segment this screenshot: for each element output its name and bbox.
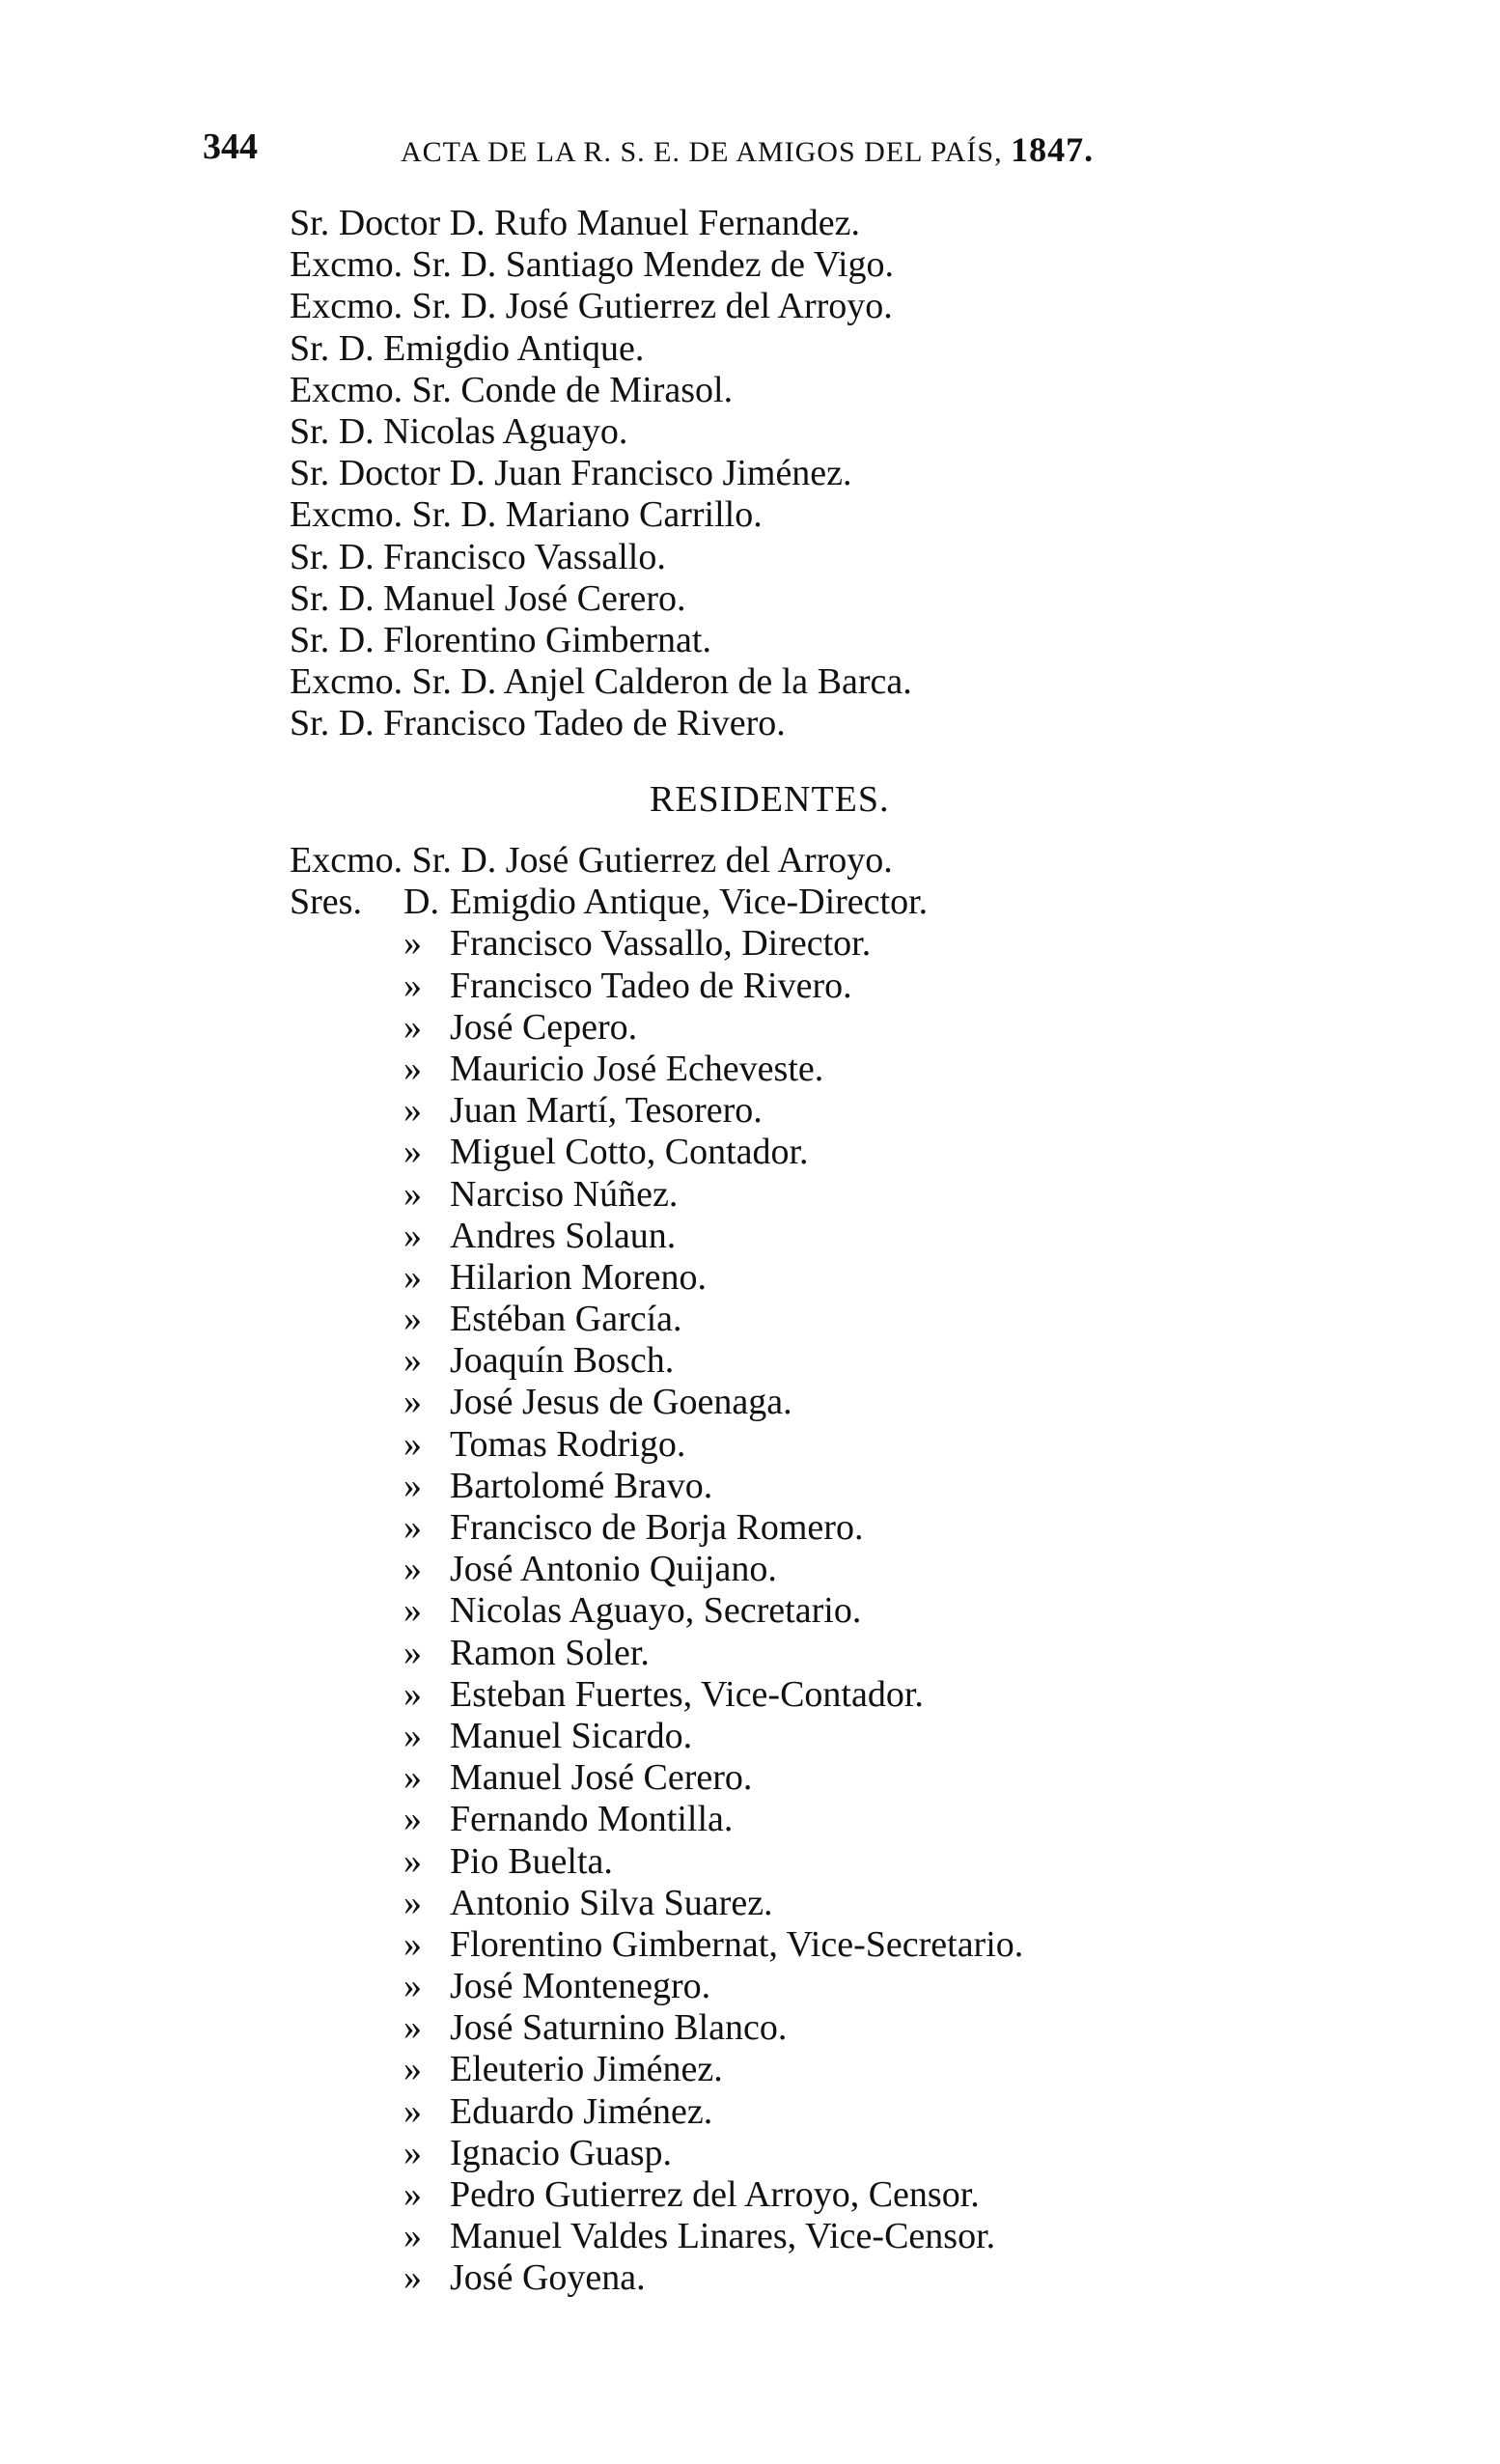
member-name: José Goyena. [450,2257,646,2299]
member-name: Pio Buelta. [450,1840,613,1882]
list-item [290,1257,1255,1299]
ditto-mark: » [403,923,422,965]
members-container [290,923,1255,2299]
member-name: Miguel Cotto, Contador. [450,1132,809,1173]
ditto-mark: » [403,1715,422,1756]
list-item: Excmo. Sr. D. José Gutierrez del Arroyo. [290,286,893,327]
list-item [290,2257,1255,2299]
member-name: Florentino Gimbernat, Vice-Secretario. [450,1923,1024,1965]
member-name: Antonio Silva Suarez. [450,1882,773,1923]
list-item [290,1549,1255,1590]
ditto-mark: » [403,2216,422,2257]
member-name: Esteban Fuertes, Vice-Contador. [450,1673,924,1715]
ditto-mark: » [403,2090,422,2132]
ditto-mark: » [403,1340,422,1382]
list-item [290,2133,1255,2174]
member-name: Andres Solaun. [450,1215,677,1256]
ditto-mark: » [403,965,422,1006]
ditto-mark: » [403,1673,422,1715]
list-item: Sr. D. Francisco Tadeo de Rivero. [290,703,786,744]
list-item [290,1132,1255,1173]
member-name: José Saturnino Blanco. [450,2007,788,2049]
member-name: Joaquín Bosch. [450,1340,675,1382]
list-item [290,1841,1255,1883]
list-item [290,1633,1255,1674]
member-name: Fernando Montilla. [450,1799,734,1840]
member-name: Hilarion Moreno. [450,1256,707,1298]
member-name: Emigdio Antique, Vice-Director. [450,882,929,923]
member-name: Francisco de Borja Romero. [450,1507,864,1548]
ditto-mark: » [403,1590,422,1632]
member-name: Francisco Vassallo, Director. [450,923,872,965]
member-name: Nicolas Aguayo, Secretario. [450,1590,862,1632]
ditto-mark: » [403,1840,422,1882]
member-name: Manuel Valdes Linares, Vice-Censor. [450,2216,996,2257]
ditto-mark: » [403,1256,422,1298]
running-head-text: ACTA DE LA R. S. E. DE AMIGOS DEL PAÍS, [401,136,1003,168]
list-item [290,1924,1255,1966]
ditto-mark: » [403,1299,422,1340]
member-name: Eduardo Jiménez. [450,2090,713,2132]
list-item: Sr. D. Manuel José Cerero. [290,577,686,619]
member-name: Narciso Núñez. [450,1173,679,1215]
list-item [290,1674,1255,1716]
list-item [290,1424,1255,1466]
ditto-mark: » [403,1757,422,1799]
member-name: Ramon Soler. [450,1632,650,1673]
list-item [290,1716,1255,1757]
list-item [290,1382,1255,1423]
list-item [290,1466,1255,1507]
list-item [290,2091,1255,2133]
member-name: Manuel Sicardo. [450,1715,693,1756]
list-item [290,1049,1255,1090]
ditto-mark: » [403,1632,422,1673]
member-name: José Antonio Quijano. [450,1549,777,1590]
list-item [290,1299,1255,1340]
ditto-mark: » [403,2174,422,2215]
ditto-mark: » [403,1132,422,1173]
ditto-mark: » [403,1923,422,1965]
members-list-top [290,203,1255,744]
list-item [290,2174,1255,2216]
list-item [290,2216,1255,2257]
list-item: Sr. D. Francisco Vassallo. [290,536,666,577]
list-item [290,1590,1255,1632]
ditto-mark: » [403,1882,422,1923]
list-item [290,1340,1255,1382]
ditto-mark: » [403,1048,422,1089]
ditto-mark: » [403,1507,422,1548]
list-item: Sr. D. Nicolas Aguayo. [290,410,628,452]
ditto-mark: » [403,1382,422,1423]
ditto-mark: » [403,1966,422,2007]
list-item: Excmo. Sr. D. Anjel Calderon de la Barca. [290,661,912,703]
ditto-mark: » [403,2049,422,2090]
list-item [290,1883,1255,1924]
list-item [290,966,1255,1007]
list-item: Sr. D. Emigdio Antique. [290,327,645,369]
list-item [290,2007,1255,2049]
running-head [401,129,1094,170]
list-item: Sr. Doctor D. Juan Francisco Jiménez. [290,453,852,494]
member-name: José Jesus de Goenaga. [450,1382,792,1423]
list-item [290,1966,1255,2007]
list-item [290,1007,1255,1049]
list-item: Excmo. Sr. D. Mariano Carrillo. [290,494,763,536]
list-item: Excmo. Sr. D. Santiago Mendez de Vigo. [290,244,895,286]
member-name: Manuel José Cerero. [450,1757,753,1799]
list-item: Excmo. Sr. Conde de Mirasol. [290,369,734,410]
member-name: Estéban García. [450,1299,682,1340]
member-name: Eleuterio Jiménez. [450,2049,723,2090]
list-item [290,1090,1255,1132]
ditto-mark: » [403,1006,422,1048]
member-name: Pedro Gutierrez del Arroyo, Censor. [450,2174,980,2215]
list-item: Sr. D. Florentino Gimbernat. [290,619,711,660]
member-name: José Cepero. [450,1006,638,1048]
list-item [290,1216,1255,1257]
title-d: D. [403,882,439,923]
list-item: Sr. Doctor D. Rufo Manuel Fernandez. [290,203,860,243]
list-item [290,1799,1255,1840]
member-name: José Montenegro. [450,1966,711,2007]
ditto-mark: » [403,2007,422,2049]
page-number: 344 [203,126,258,167]
list-item [290,1757,1255,1799]
member-name: Mauricio José Echeveste. [450,1048,824,1089]
ditto-mark: » [403,1549,422,1590]
list-item [290,1507,1255,1549]
list-item [290,1174,1255,1216]
member-name: Bartolomé Bravo. [450,1465,713,1506]
title-prefix: Sres. [290,882,362,923]
member-name: Juan Martí, Tesorero. [450,1090,763,1132]
list-item [290,882,1255,923]
page-header [203,118,1226,176]
ditto-mark: » [403,2257,422,2299]
member-name: Tomas Rodrigo. [450,1423,686,1465]
list-item: Excmo. Sr. D. José Gutierrez del Arroyo. [290,840,893,881]
running-head-year: 1847. [1011,130,1095,169]
ditto-mark: » [403,1465,422,1506]
ditto-mark: » [403,2132,422,2173]
list-item [290,2049,1255,2090]
ditto-mark: » [403,1173,422,1215]
ditto-mark: » [403,1090,422,1132]
member-name: Francisco Tadeo de Rivero. [450,965,852,1006]
member-name: Ignacio Guasp. [450,2132,673,2173]
section-title-residentes: RESIDENTES. [650,779,890,820]
ditto-mark: » [403,1423,422,1465]
ditto-mark: » [403,1799,422,1840]
ditto-mark: » [403,1215,422,1256]
residentes-list [290,840,1255,2300]
list-item [290,923,1255,965]
